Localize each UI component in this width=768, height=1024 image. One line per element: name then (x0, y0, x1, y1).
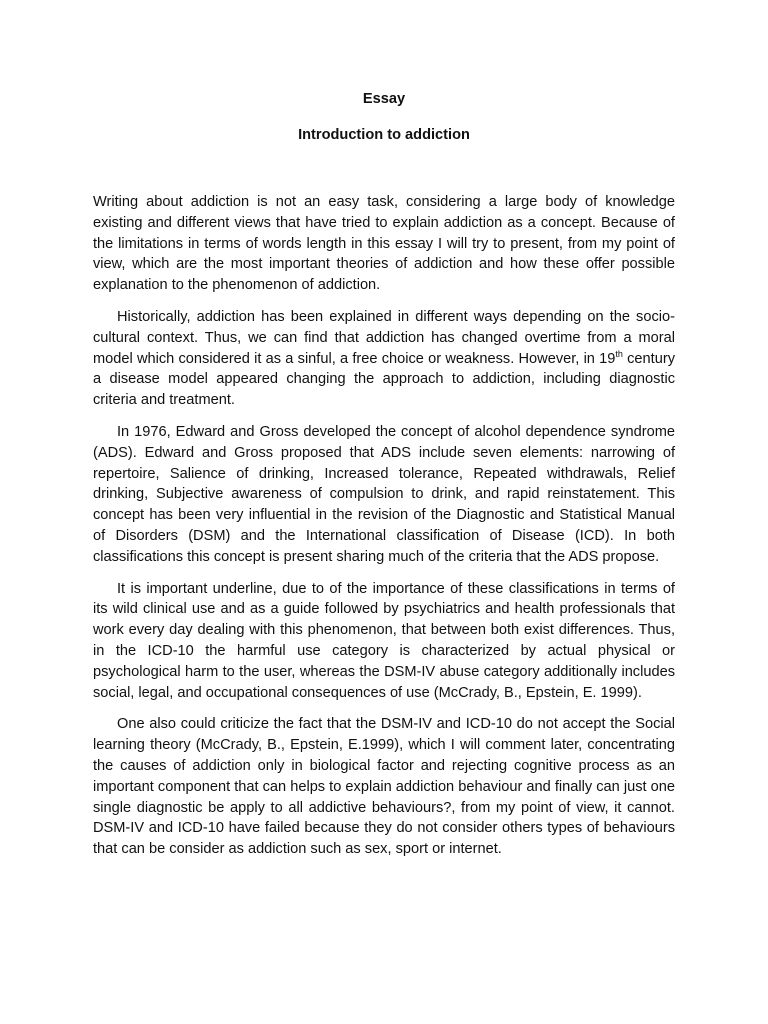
paragraph-2 (93, 307, 675, 411)
document-title: Essay (362, 91, 406, 107)
ordinal-suffix: th (615, 348, 623, 359)
essay-body (93, 192, 675, 860)
paragraph-2-text-a: Historically, addiction has been explained in different ways depending on the socio- cultural context. Thus, we can find that addiction has changed overtime from a moral model which considered it as a sinful, a free choice or weakness. However, in 19 (93, 308, 675, 367)
paragraph-2-text-b: century a disease model appeared changing the approach to addiction, including diagnostic criteria and treatment. (93, 350, 675, 409)
document-page (93, 89, 675, 871)
paragraph-1: Writing about addiction is not an easy task, considering a large body of knowledge existing and different views that have tried to explain addiction as a concept. Because of the limitations in terms of words length in this essay I will try to present, from my point of view, which are the most important theories of addiction and how these offer possible explanation to the phenomenon of addiction. (93, 194, 675, 294)
paragraph-3: In 1976, Edward and Gross developed the concept of alcohol dependence syndrome (ADS). Edward and Gross proposed that ADS include seven elements: narrowing of repertoire, Salience of drinking, Increased tolerance, Repeated withdrawals, Relief drinking, Subjective awareness of compulsion to drink, and rapid reinstatement. This concept has been very influential in the revision of the Diagnostic and Statistical Manual of Disorders (DSM) and the International classification of Disease (ICD). In both classifications this concept is present sharing much of the criteria that the ADS propose. (93, 423, 675, 565)
paragraph-5: One also could criticize the fact that the DSM-IV and ICD-10 do not accept the Social learning theory (McCrady, B., Epstein, E.1999), which I will comment later, concentrating the causes of addiction only in biological factor and rejecting cognitive process as an important component that can helps to explain addiction behaviour and finally can just one single diagnostic be apply to all addictive behaviours?, from my point of view, it cannot. DSM-IV and ICD-10 have failed because they do not consider others types of behaviours that can be consider as addiction such as sex, sport or internet. (93, 716, 675, 858)
document-subtitle: Introduction to addiction (298, 127, 470, 143)
paragraph-4: It is important underline, due to of the importance of these classifications in terms of its wild clinical use and as a guide followed by psychiatrics and health professionals that work every day dealing with this phenomenon, that between both exist differences. Thus, in the ICD-10 the harmful use category is characterized by actual physical or psychological harm to the user, whereas the DSM-IV abuse category additionally includes social, legal, and occupational consequences of use (McCrady, B., Epstein, E. 1999). (93, 580, 675, 701)
